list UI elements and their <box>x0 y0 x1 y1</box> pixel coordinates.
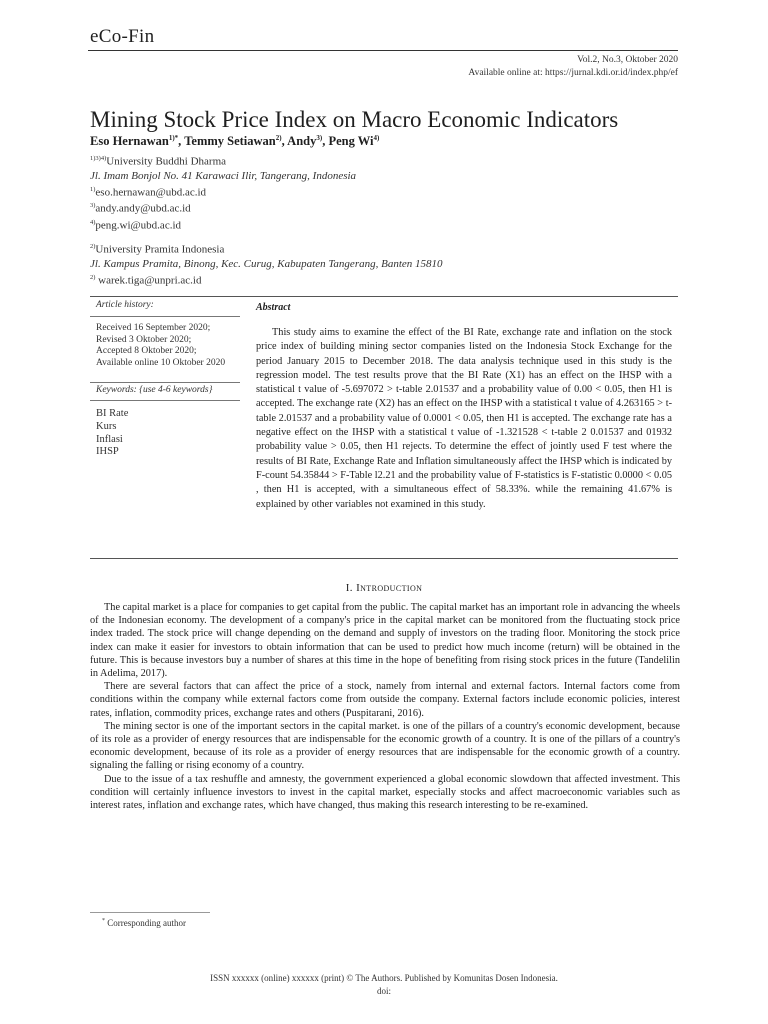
keyword-item: Inflasi <box>96 433 123 445</box>
affiliation-address: Jl. Kampus Pramita, Binong, Kec. Curug, Kabupaten Tangerang, Banten 15810 <box>90 257 443 270</box>
article-title: Mining Stock Price Index on Macro Economic Indicators <box>90 107 619 133</box>
author-list <box>90 134 379 149</box>
email-link[interactable]: warek.tiga@unpri.ac.id <box>95 274 202 287</box>
author-sup: 4) <box>373 134 380 142</box>
header-rule <box>88 50 678 51</box>
author-sup: 1)* <box>168 134 179 142</box>
sidebar-divider <box>90 316 240 317</box>
author-name: Eso Hernawan <box>90 134 169 149</box>
section-number: I. <box>345 582 353 594</box>
introduction-body <box>90 601 680 812</box>
meta-rule-bottom <box>90 558 678 559</box>
email-sup: 3) <box>90 202 96 210</box>
article-history-label <box>96 300 246 310</box>
affiliation-sup: 2) <box>90 243 96 250</box>
affiliation-address: Jl. Imam Bonjol No. 41 Karawaci Ilir, Tangerang, Indonesia <box>90 169 357 182</box>
abstract-body <box>256 326 672 512</box>
available-online-line: Available online at: https://jurnal.kdi.or.id/index.php/ef <box>468 68 678 78</box>
history-item: Available online 10 Oktober 2020 <box>96 357 226 368</box>
author-name: Andy <box>287 134 317 149</box>
abstract-label: Abstract <box>256 302 291 313</box>
footnote-mark: * <box>102 918 105 924</box>
author-separator: , <box>178 134 185 149</box>
body-paragraph: The mining sector is one of the important sectors in the capital market. is one of the pillars of a country's economic development, because of its role as a provider of energy resources that are indispensable for the economic growth of a country. It is one of the pillars of a country's economic development, because of its role as a provider of energy resources that are indispensable for the economic growth of a country. signaling the falling or rising economy of a country. <box>90 720 680 772</box>
volume-line: Vol.2, No.3, Oktober 2020 <box>577 55 678 65</box>
keyword-item: Kurs <box>96 420 117 432</box>
email-link[interactable]: peng.wi@ubd.ac.id <box>95 219 182 232</box>
affiliation-1 <box>90 152 356 233</box>
author-name: Peng Wi <box>328 134 374 149</box>
section-title: Introduction <box>356 582 423 594</box>
footnote <box>102 918 186 928</box>
email-sup: 2) <box>90 273 96 281</box>
meta-rule-top <box>90 296 678 297</box>
footer-doi-line: doi: <box>376 986 391 996</box>
history-item: Accepted 8 Oktober 2020; <box>96 346 197 356</box>
email-sup: 1) <box>90 185 96 193</box>
keyword-item: IHSP <box>96 446 119 458</box>
page-footer <box>0 972 768 998</box>
abstract-paragraph: This study aims to examine the effect of the BI Rate, exchange rate and inflation on the stock price index of building mining sector companies listed on the Indonesia Stock Exchange for the period January 2015 to December 2018. The data analysis technique used in this study is the regression model. The test results prove that the BI Rate (X1) has an effect on the IHSP with a statistical t value of -5.697072 > t-table 2.01537 and a probability value of 0.00 < 0.05, then H1 is accepted. The exchange rate (X2) has an effect on the IHSP with a statistical t value of 4.263165 > t-table 2.01537 and a probability value of 0.0001 < 0.05, then H1 is accepted. The exchange rate has a negative effect on the IHSP with a statistical t value of -1.321528 < t-table 2 0.01537 and 01932 probability value > 0.05, then H1 rejects. To determine the effect of jointly used F test where the results of BI Rate, Exchange Rate and Inflation simultaneously affect the IHSP which is indicated by F-count 54.35844 > F-Table l2.21 and the probability value of F-statistics is F-statistic 0.0000 < 0.05 , then H1 is accepted, with a simultaneous effect of 58.33%. while the remaining 41.67% is explained by other variables not examined in this study. <box>256 327 672 510</box>
author-name: Temmy Setiawan <box>184 134 276 149</box>
section-heading-introduction <box>0 582 768 594</box>
affiliation-institution: University Pramita Indonesia <box>95 243 225 256</box>
history-item: Received 16 September 2020; <box>96 323 211 333</box>
article-history-list <box>96 323 225 369</box>
keyword-list <box>96 408 128 459</box>
issue-info <box>468 54 678 80</box>
author-sup: 3) <box>316 134 323 142</box>
history-item: Revised 3 Oktober 2020; <box>96 334 192 345</box>
affiliation-2 <box>90 240 443 287</box>
footer-issn-line: ISSN xxxxxx (online) xxxxxx (print) © The Authors. Published by Komunitas Dosen Indonesia. <box>210 973 558 983</box>
sidebar-divider <box>90 400 240 401</box>
article-history-label-text: Article history: <box>96 300 154 310</box>
sidebar-divider <box>90 382 240 383</box>
email-link[interactable]: andy.andy@ubd.ac.id <box>95 202 191 215</box>
journal-name: eCo-Fin <box>90 26 155 47</box>
footnote-rule <box>90 912 210 913</box>
body-paragraph: The capital market is a place for companies to get capital from the public. The capital market has an important role in advancing the wheels of the Indonesian economy. The development of a company's price in the capital market can be monitored from the fluctuating stock price index traded. The stock price will change depending on the demand and supply of investors on the trading floor. Monitoring the stock price index can make it easier for investors to obtain information that can be used to predict how much income (return) will be obtained in the future. This is because investors buy a number of shares at this time in the hope of benefiting from rising stock prices in the future (Tandelilin in Adelima, 2017). <box>90 602 680 680</box>
body-paragraph: There are several factors that can affect the price of a stock, namely from internal and external factors. Internal factors come from conditions within the company while external factors come from outside the company. External factors include economic policies, interest rates, inflation, commodity prices, exchange rates and others (Puspitarani, 2016). <box>90 681 680 719</box>
keyword-item: BI Rate <box>96 408 129 419</box>
author-sup: 2) <box>275 134 282 142</box>
body-paragraph: Due to the issue of a tax reshuffle and amnesty, the government experienced a global economic slowdown that affected investment. This condition will certainly influence investors to invest in the capital market, especially stocks and affect macroeconomic variables such as interest rates, inflation and exchange rates, which have changed, thus making this research interesting to be re-examined. <box>90 773 680 812</box>
author-separator: , <box>281 134 288 149</box>
email-sup: 4) <box>90 218 96 226</box>
author-separator: , <box>322 134 329 149</box>
keywords-label: Keywords: {use 4-6 keywords} <box>96 385 213 395</box>
affiliation-institution: University Buddhi Dharma <box>106 155 227 168</box>
email-link[interactable]: eso.hernawan@ubd.ac.id <box>95 186 207 199</box>
footnote-text: Corresponding author <box>105 918 186 928</box>
affiliation-sup: 1)3)4) <box>90 155 107 162</box>
